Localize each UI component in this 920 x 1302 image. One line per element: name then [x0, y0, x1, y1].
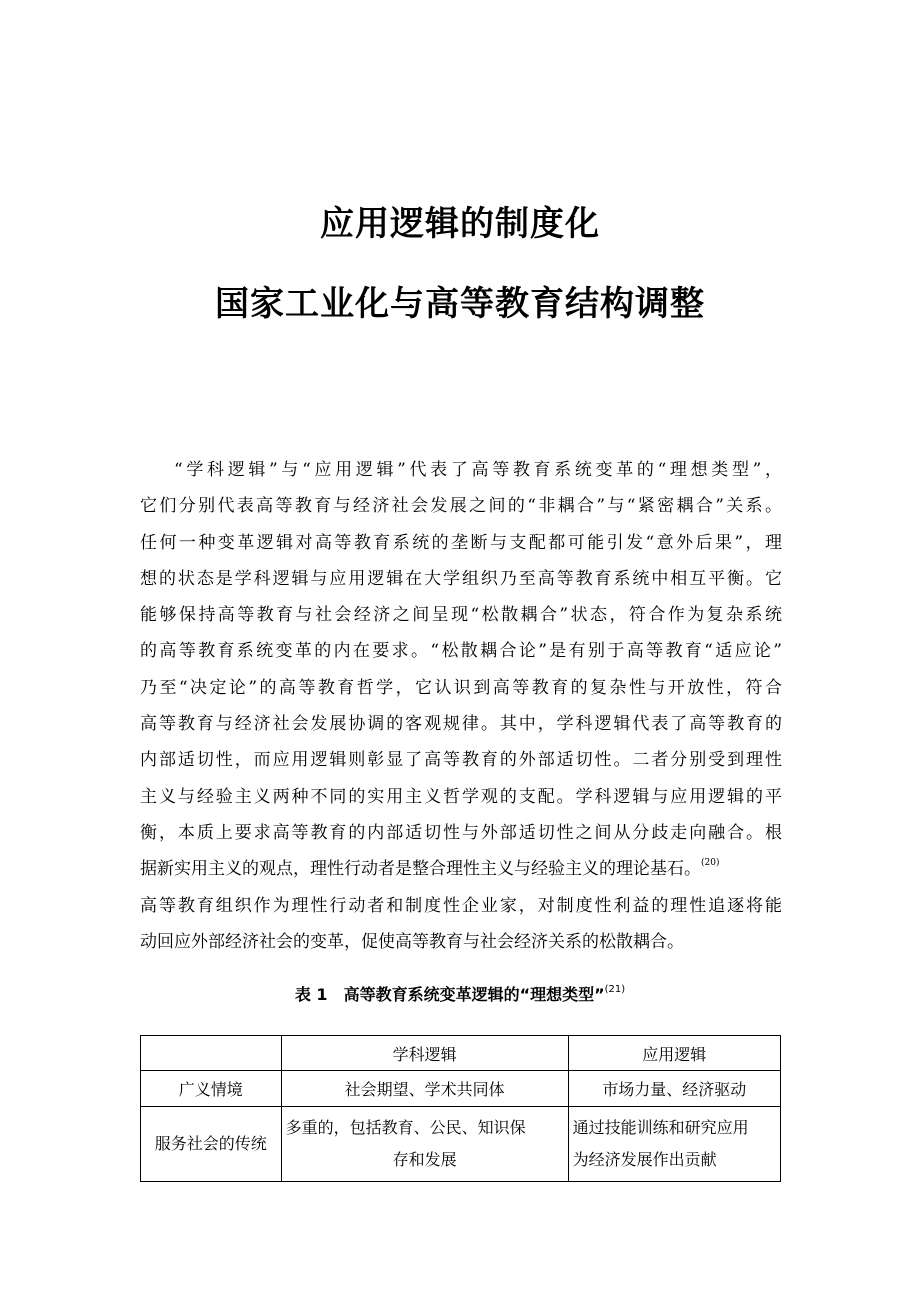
table-footnote-ref: (21)	[604, 984, 626, 995]
paragraph-line	[140, 851, 782, 887]
paragraph-line: “学科逻辑”与“应用逻辑”代表了高等教育系统变革的“理想类型”，	[174, 460, 782, 480]
table-row	[141, 1071, 781, 1107]
paragraph-line: 高等教育组织作为理性行动者和制度性企业家，对制度性利益的理性追逐将能	[140, 895, 782, 916]
table-caption	[0, 982, 920, 1005]
table-cell-line: 通过技能训练和研究应用	[572, 1118, 749, 1137]
table-cell-line: 多重的，包括教育、公民、知识保	[285, 1118, 526, 1137]
table-caption-text: 表 1 高等教育系统变革逻辑的“理想类型”	[294, 985, 605, 1004]
table-row-label: 广义情境	[141, 1071, 282, 1107]
paragraph-line: 主义与经验主义两种不同的实用主义哲学观的支配。学科逻辑与应用逻辑的平	[140, 786, 782, 807]
table-row-label: 服务社会的传统	[141, 1107, 282, 1182]
table-header-cell	[141, 1036, 282, 1071]
document-title-line2: 国家工业化与高等教育结构调整	[215, 284, 705, 324]
body-paragraph	[140, 452, 782, 960]
logic-comparison-table	[140, 1035, 781, 1182]
table-header-cell: 应用逻辑	[568, 1036, 780, 1071]
paragraph-line: 衡，本质上要求高等教育的内部适切性与外部适切性之间从分歧走向融合。根	[140, 822, 782, 843]
table-cell-line: 存和发展	[392, 1150, 457, 1169]
paragraph-line: 想的状态是学科逻辑与应用逻辑在大学组织乃至高等教育系统中相互平衡。它	[140, 568, 782, 589]
table-cell	[568, 1107, 780, 1182]
table-cell	[281, 1107, 568, 1182]
footnote-ref: (20)	[701, 858, 720, 869]
paragraph-line: 任何一种变革逻辑对高等教育系统的垄断与支配都可能引发“意外后果”，理	[140, 532, 782, 553]
paragraph-line: 高等教育与经济社会发展协调的客观规律。其中，学科逻辑代表了高等教育的	[140, 714, 782, 735]
table-header-row	[141, 1036, 781, 1071]
document-title-line1: 应用逻辑的制度化	[320, 204, 600, 244]
table-cell-line: 为经济发展作出贡献	[572, 1150, 717, 1169]
table-header-cell: 学科逻辑	[281, 1036, 568, 1071]
paragraph-line: 它们分别代表高等教育与经济社会发展之间的“非耦合”与“紧密耦合”关系。	[140, 496, 782, 517]
paragraph-line: 内部适切性，而应用逻辑则彰显了高等教育的外部适切性。二者分别受到理性	[140, 750, 782, 771]
table-cell: 市场力量、经济驱动	[568, 1071, 780, 1107]
paragraph-line: 能够保持高等教育与社会经济之间呈现“松散耦合”状态，符合作为复杂系统	[140, 605, 782, 626]
paragraph-line: 的高等教育系统变革的内在要求。“松散耦合论”是有别于高等教育“适应论”	[140, 641, 782, 662]
paragraph-line-text: 据新实用主义的观点，理性行动者是整合理性主义与经验主义的理论基石。	[140, 859, 701, 880]
table-row	[141, 1107, 781, 1182]
paragraph-line: 动回应外部经济社会的变革，促使高等教育与社会经济关系的松散耦合。	[140, 931, 684, 952]
paragraph-line: 乃至“决定论”的高等教育哲学，它认识到高等教育的复杂性与开放性，符合	[140, 677, 782, 698]
table-cell: 社会期望、学术共同体	[281, 1071, 568, 1107]
